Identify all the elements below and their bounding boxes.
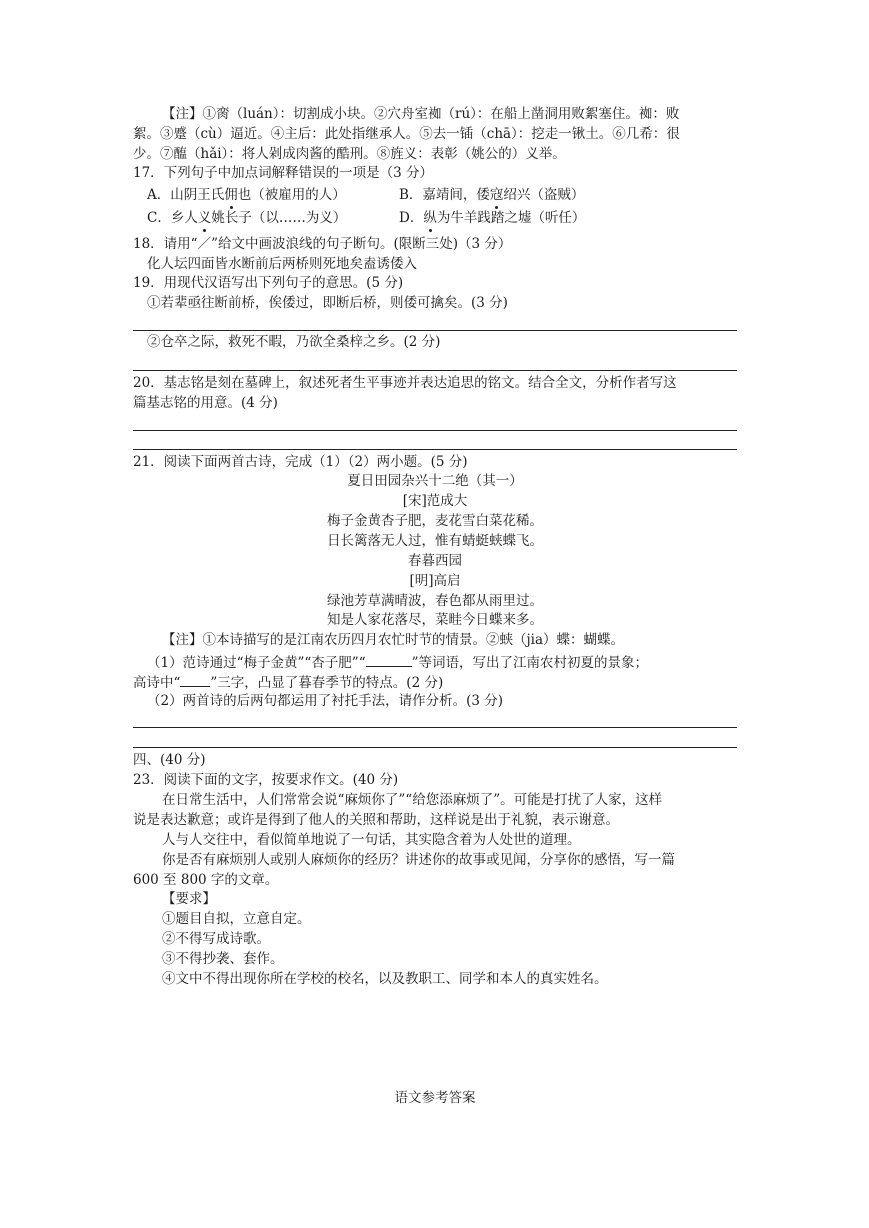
note1-line2: 絮。③蹙（cù）逼近。④主后：此处指继承人。⑤去一锸（chā）：挖走一锹土。⑥几希：很	[133, 126, 680, 142]
q19-sentence-2: ②仓卒之际，救死不暇，乃欲全桑梓之乡。(2 分)	[147, 334, 441, 350]
fill-blank[interactable]	[180, 672, 210, 687]
q23-stem: 23．阅读下面的文字，按要求作文。(40 分)	[133, 772, 399, 788]
requirement-1: ①题目自拟，立意自定。	[162, 911, 311, 927]
q21-stem: 21．阅读下面两首古诗，完成（1）（2）两小题。(5 分)	[133, 454, 468, 470]
essay-prompt-p3a: 你是否有麻烦别人或别人麻烦你的经历？讲述你的故事或见闻，分享你的感悟，写一篇	[162, 852, 675, 868]
dotted-word: 寇	[489, 187, 504, 203]
q17-option-b	[399, 185, 584, 205]
requirements-heading: 【要求】	[162, 891, 216, 907]
option-text: B．嘉靖间，倭	[399, 187, 490, 203]
dotted-word: 纵	[423, 210, 437, 226]
option-text: D．	[399, 210, 424, 226]
answer-line	[133, 449, 737, 450]
q17-option-d	[399, 208, 585, 228]
poem2-title: 春暮西园	[408, 553, 462, 569]
q17-option-a	[147, 185, 346, 205]
q18-stem: 18．请用“／”给文中画波浪线的句子断句。(限断三处)（3 分）	[133, 236, 512, 252]
q18-text: 化人坛四面皆水断前后两桥则死地矣盍诱倭入	[147, 256, 417, 272]
essay-prompt-p2: 人与人交往中，看似简单地说了一句话，其实隐含着为人处世的道理。	[162, 832, 581, 848]
q20-line2: 篇基志铭的用意。(4 分)	[133, 395, 278, 411]
q20-line1: 20．基志铭是刻在墓碑上，叙述死者生平事迹并表达追思的铭文。结合全文，分析作者写这	[133, 375, 677, 391]
q21-sub2: （2）两首诗的后两句都运用了衬托手法，请作分析。(3 分)	[147, 693, 504, 709]
poem1-author: [宋]范成大	[402, 493, 468, 509]
section4-heading: 四、(40 分)	[133, 752, 206, 768]
note1-line1: 【注】①脔（luán）：切割成小块。②穴舟室袽（rú）：在船上凿洞用败絮塞住。袽：败	[162, 106, 680, 122]
requirement-2: ②不得写成诗歌。	[162, 931, 270, 947]
poem2-author: [明]高启	[409, 573, 461, 589]
option-text: 绍兴（盗贼）	[503, 187, 585, 203]
sub-question-text: 高诗中“	[133, 675, 181, 691]
q17-option-c	[147, 208, 346, 228]
answer-line	[133, 330, 737, 331]
option-text: 姚长子（以……为义）	[211, 210, 347, 226]
option-text: A．山阴王氏	[147, 187, 225, 203]
dotted-word: 义	[197, 210, 212, 226]
essay-prompt-p1b: 说是表达歉意；或许是得到了他人的关照和帮助，这样说是出于礼貌，表示谢意。	[133, 812, 619, 828]
poem1-line1: 梅子金黄杏子肥，麦花雪白菜花稀。	[327, 513, 543, 529]
answer-key-title: 语文参考答案	[394, 1090, 476, 1106]
essay-prompt-p3b: 600 至 800 字的文章。	[133, 872, 279, 888]
note1-line3: 少。⑦醢（hǎi）：将人剁成肉酱的酷刑。⑧旌义：表彰（姚公的）义举。	[133, 146, 566, 162]
poem2-line1: 绿池芳草满晴波，春色都从雨里过。	[327, 593, 543, 609]
q19-sentence-1: ①若辈亟往断前桥，俟倭过，即断后桥，则倭可擒矣。(3 分)	[147, 295, 508, 311]
answer-line	[133, 727, 737, 728]
q21-sub1-line2	[133, 672, 443, 693]
q21-sub1-line1	[147, 652, 648, 673]
essay-prompt-p1a: 在日常生活中，人们常常会说“麻烦你了”“给您添麻烦了”。可能是打扰了人家，这样	[162, 792, 663, 808]
poem2-line2: 知是人家花落尽，菜畦今日蝶来多。	[327, 612, 543, 628]
poem1-title: 夏日田园杂兴十二绝（其一）	[347, 473, 523, 489]
option-text: C．乡人	[147, 210, 198, 226]
sub-question-text: ”等词语，写出了江南农村初夏的景象；	[411, 655, 649, 671]
sub-question-text: ”三字，凸显了暮春季节的特点。(2 分)	[210, 675, 444, 691]
option-text: 为牛羊践踏之墟（听任）	[436, 210, 586, 226]
answer-line	[133, 747, 737, 748]
requirement-3: ③不得抄袭、套作。	[162, 951, 284, 967]
requirement-4: ④文中不得出现你所在学校的校名，以及教职工、同学和本人的真实姓名。	[162, 971, 608, 987]
option-text: 也（被雇用的人）	[237, 187, 346, 203]
q21-note: 【注】①本诗描写的是江南农历四月农忙时节的情景。②蛱（jia）蝶：蝴蝶。	[162, 632, 625, 648]
q19-stem: 19．用现代汉语写出下列句子的意思。(5 分)	[133, 275, 404, 291]
answer-line	[133, 430, 737, 431]
q17-stem: 17．下列句子中加点词解释错误的一项是（3 分）	[133, 165, 434, 181]
poem1-line2: 日长篱落无人过，惟有蜻蜓蛱蝶飞。	[327, 533, 543, 549]
sub-question-text: （1）范诗通过“梅子金黄”“杏子肥”“	[147, 655, 366, 671]
dotted-word: 佣	[224, 187, 238, 203]
fill-blank[interactable]	[366, 652, 412, 667]
answer-line	[133, 370, 737, 371]
